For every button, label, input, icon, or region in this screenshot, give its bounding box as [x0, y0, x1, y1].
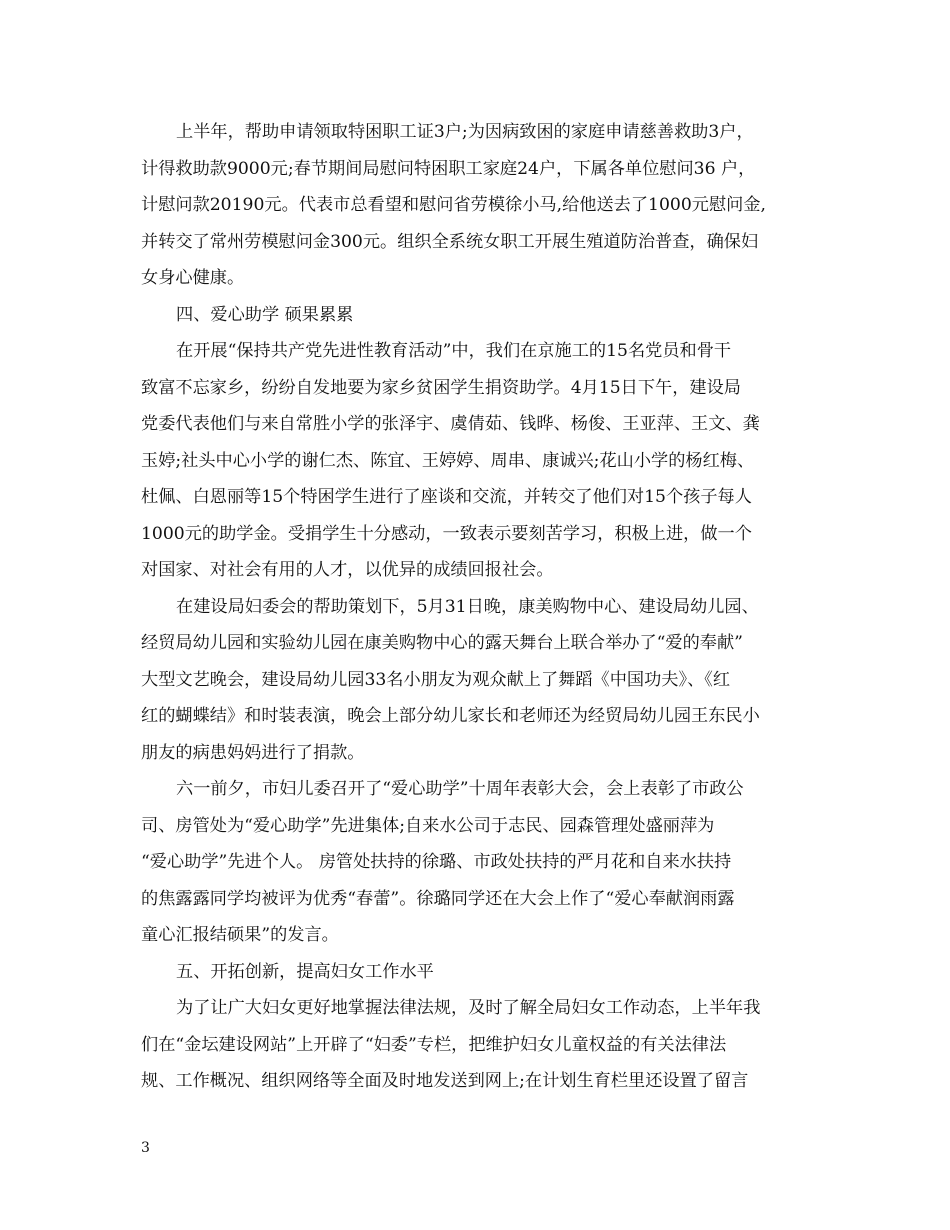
body-paragraph — [141, 990, 809, 1100]
paragraph-line: 对国家、对社会有用的人才，以优异的成绩回报社会。 — [141, 560, 554, 580]
paragraph-line: 杜佩、白恩丽等15个特困学生进行了座谈和交流，并转交了他们对15个孩子每人 — [141, 487, 752, 507]
document-body — [141, 114, 809, 1100]
paragraph-line: 并转交了常州劳模慰问金300元。组织全系统女职工开展生殖道防治普查，确保妇 — [141, 231, 759, 252]
body-paragraph — [141, 333, 809, 589]
paragraph-line: 的焦露露同学均被评为优秀“春蕾”。徐璐同学还在大会上作了“爱心奉献润雨露 — [141, 888, 735, 909]
paragraph-line: 大型文艺晚会，建设局幼儿园33名小朋友为观众献上了舞蹈《中国功夫》、《红 — [141, 669, 731, 690]
paragraph-line: 玉婷;社头中心小学的谢仁杰、陈宜、王婷婷、周串、康诚兴;花山小学的杨红梅、 — [141, 450, 755, 471]
paragraph-line: 为了让广大妇女更好地掌握法律法规，及时了解全局妇女工作动态，上半年我 — [176, 998, 761, 1018]
section-heading: 五、开拓创新，提高妇女工作水平 — [176, 961, 434, 982]
paragraph-line: 司、房管处为“爱心助学”先进集体;自来水公司于志民、园森管理处盛丽萍为 — [141, 815, 715, 836]
paragraph-line: 上半年，帮助申请领取特困职工证3户;为因病致困的家庭申请慈善救助3户， — [176, 122, 754, 142]
section-heading: 四、爱心助学 硕果累累 — [176, 304, 354, 325]
paragraph-line: 童心汇报结硕果”的发言。 — [141, 925, 339, 945]
paragraph-line: 1000元的助学金。受捐学生十分感动，一致表示要刻苦学习，积极上进，做一个 — [141, 523, 752, 544]
paragraph-line: 们在“金坛建设网站”上开辟了“妇委”专栏，把维护妇女儿童权益的有关法律法 — [141, 1034, 727, 1055]
paragraph-line: 规、工作概况、组织网络等全面及时地发送到网上;在计划生育栏里还设置了留言 — [141, 1071, 749, 1091]
paragraph-line: 女身心健康。 — [141, 268, 245, 288]
body-paragraph — [141, 589, 809, 772]
body-paragraph — [141, 114, 809, 297]
paragraph-line: 朋友的病患妈妈进行了捐款。 — [141, 742, 365, 763]
paragraph-line: 致富不忘家乡，纷纷自发地要为家乡贫困学生捐资助学。4月15日下午，建设局 — [141, 377, 741, 398]
paragraph-line: 在建设局妇委会的帮助策划下，5月31日晚，康美购物中心、建设局幼儿园、 — [176, 596, 759, 617]
paragraph-line: 党委代表他们与来自常胜小学的张泽宇、虞倩茹、钱晔、杨俊、王亚萍、王文、龚 — [141, 414, 760, 434]
paragraph-line: 六一前夕，市妇儿委召开了“爱心助学”十周年表彰大会，会上表彰了市政公 — [176, 779, 744, 799]
paragraph-line: 计得救助款9000元;春节期间局慰问特困职工家庭24户，下属各单位慰问36 户， — [141, 158, 756, 179]
paragraph-line: 计慰问款20190元。代表市总看望和慰问省劳模徐小马,给他送去了1000元慰问金, — [141, 195, 766, 215]
paragraph-line: 红的蝴蝶结》和时装表演，晚会上部分幼儿家长和老师还为经贸局幼儿园王东民小 — [141, 706, 760, 726]
page-number: 3 — [141, 1140, 150, 1156]
paragraph-line: “爱心助学”先进个人。 房管处扶持的徐璐、市政处扶持的严月花和自来水扶持 — [141, 852, 732, 872]
paragraph-line: 经贸局幼儿园和实验幼儿园在康美购物中心的露天舞台上联合举办了“爱的奉献” — [141, 633, 743, 653]
body-paragraph — [141, 771, 809, 954]
paragraph-line: 在开展“保持共产党先进性教育活动”中，我们在京施工的15名党员和骨干 — [176, 341, 732, 361]
